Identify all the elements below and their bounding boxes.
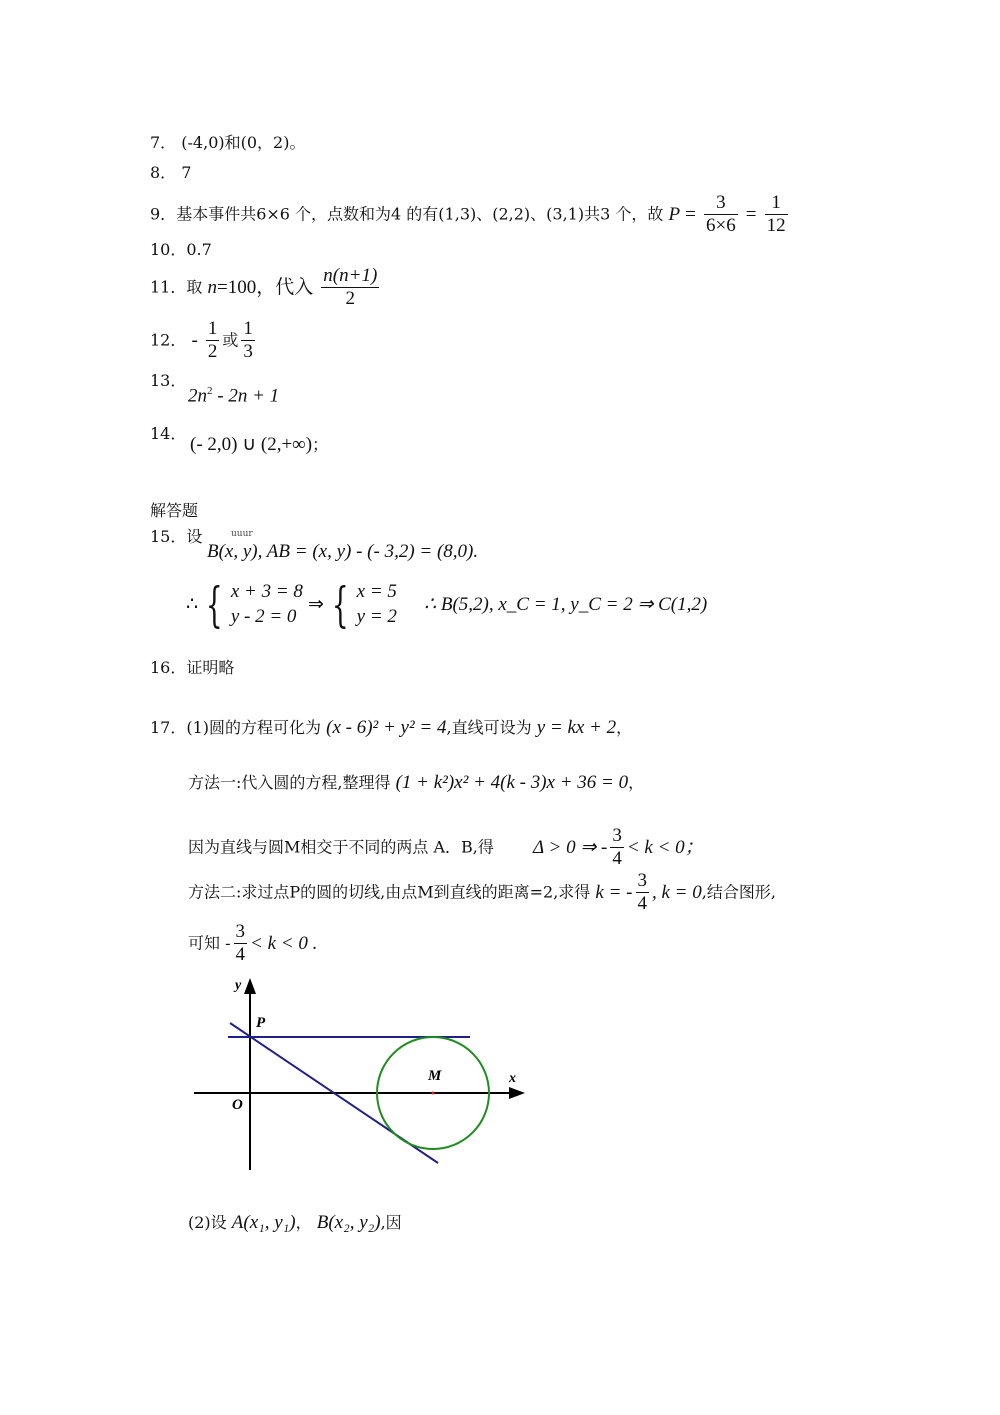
label-x: x	[509, 1071, 516, 1086]
item-number: 7．	[150, 133, 177, 152]
item-text: (2)设	[188, 1213, 227, 1232]
numerator: 1	[243, 318, 253, 339]
inequality: < k < 0 .	[250, 932, 318, 954]
expression: 2n	[188, 385, 207, 407]
answer-10	[150, 242, 212, 258]
equation: x + 3 = 8	[230, 581, 303, 602]
label-o: O	[232, 1097, 243, 1113]
numerator: 1	[207, 318, 218, 339]
line-equation: y = kx + 2	[536, 717, 617, 738]
denominator: 4	[637, 892, 647, 914]
numerator: 3	[235, 921, 245, 942]
item-number: 8．	[150, 163, 177, 182]
answer-9	[150, 192, 791, 237]
denominator: 4	[235, 943, 245, 965]
equation-system	[231, 580, 303, 629]
variable-n: n	[207, 276, 217, 298]
equals-sign: =	[685, 203, 696, 225]
fraction	[241, 318, 255, 363]
denominator: 4	[612, 847, 622, 869]
point-a: A(x₁, y₁)	[231, 1212, 296, 1233]
fraction	[765, 192, 788, 237]
numerator: 1	[765, 192, 788, 215]
item-number: 10．	[150, 240, 187, 259]
answer-11	[150, 265, 382, 310]
denominator: 2	[345, 287, 356, 309]
result: ∴ B(5,2), x_C = 1, y_C = 2 ⇒ C(1,2)	[424, 594, 708, 616]
fraction	[704, 192, 738, 237]
answer-text: (-4,0)和(0，2)。	[181, 133, 306, 152]
answer-text: 0.7	[186, 240, 212, 259]
inequality: < k < 0；	[626, 836, 704, 858]
center-point	[432, 1092, 435, 1095]
discriminant: Δ > 0 ⇒ -	[532, 836, 608, 858]
answer-text: =100，代入	[216, 276, 314, 298]
method-label: 方法一:代入圆的方程,整理得	[188, 773, 391, 792]
answer-7	[150, 135, 305, 151]
method-text: ,结合图形,	[701, 882, 776, 902]
x-axis-arrow	[509, 1087, 525, 1099]
fraction	[321, 265, 379, 310]
circle-equation: (x - 6)² + y² = 4	[326, 717, 447, 738]
variable-p: P	[668, 203, 681, 225]
minus-sign: -	[191, 329, 198, 351]
punctuation: ；	[312, 437, 329, 454]
equation: y - 2 = 0	[230, 605, 297, 627]
method-text: 方法二:求过点P的圆的切线,由点M到直线的距离=2,求得	[188, 882, 591, 902]
y-axis-arrow	[244, 978, 256, 994]
label-m: M	[428, 1068, 442, 1084]
denominator: 12	[766, 214, 786, 236]
denominator: 2	[207, 340, 218, 362]
expression: - 2n + 1	[212, 385, 280, 407]
numerator: 3	[704, 192, 738, 215]
method-2-conclusion	[188, 921, 317, 966]
answer-13-expr	[188, 386, 279, 405]
denominator: 3	[243, 340, 253, 362]
implies-symbol: ⇒	[308, 594, 324, 616]
fraction	[234, 921, 248, 966]
item-text: 17．(1)圆的方程可化为	[150, 718, 322, 737]
point-b: B(x₂, y₂)	[316, 1212, 381, 1233]
answer-text: 基本事件共6×6 个，点数和为4 的有(1,3)、(2,2)、(3,1)共3 个，故	[176, 204, 664, 224]
vector-arrow-mark: uuur	[231, 529, 253, 539]
answer-text: 取	[186, 277, 203, 297]
equals-sign: =	[745, 203, 757, 225]
answer-13-number	[150, 373, 186, 389]
denominator: 6×6	[705, 214, 736, 236]
answer-12	[150, 318, 258, 363]
label-p: P	[256, 1015, 266, 1031]
item-text: ,因	[380, 1213, 402, 1232]
fraction	[206, 318, 220, 363]
fraction	[636, 870, 650, 915]
quadratic-equation: (1 + k²)x² + 4(k - 3)x + 36 = 0	[395, 772, 629, 793]
item-text: ,直线可设为	[446, 718, 532, 737]
conclusion-text: 可知 -	[188, 933, 231, 953]
answer-15-line1: B(x, y), AB = (x, y) - (- 3,2) = (8,0).	[207, 541, 479, 562]
k-value: , k = 0	[652, 881, 702, 903]
equation-system	[357, 580, 397, 629]
equation: y = 2	[356, 605, 397, 627]
numerator: n(n+1)	[323, 265, 378, 286]
exponent: 2	[207, 385, 213, 397]
circle-tangent-figure	[180, 970, 540, 1180]
answer-text: 7	[181, 163, 192, 182]
method-2	[188, 870, 776, 915]
answer-15-system	[186, 576, 708, 633]
fraction	[610, 825, 624, 870]
section-title: 解答题	[150, 501, 199, 520]
item-number: 9．	[150, 204, 177, 224]
item-number: 13．	[150, 371, 187, 390]
answer-14-expr	[190, 435, 328, 454]
item-number: 11．	[150, 277, 187, 297]
therefore-symbol: ∴	[186, 594, 199, 616]
punctuation: ，	[616, 718, 633, 737]
k-value: k = -	[595, 881, 633, 903]
answer-14-number	[150, 426, 186, 442]
answer-16: 16．证明略	[150, 658, 235, 677]
method-1-condition	[188, 825, 704, 870]
answer-15-number: 15．设	[150, 527, 203, 546]
left-brace: {	[331, 576, 349, 633]
equation: x = 5	[356, 581, 397, 602]
answer-8	[150, 165, 191, 181]
punctuation: ，	[628, 773, 645, 792]
expression: (- 2,0) ∪ (2,+∞)	[190, 434, 313, 455]
answer-17-part1	[150, 718, 632, 737]
answer-17-part2	[188, 1213, 402, 1232]
item-number: 12．	[150, 330, 187, 350]
answer-text: 或	[222, 330, 239, 350]
numerator: 3	[637, 870, 647, 891]
left-brace: {	[206, 576, 223, 633]
item-number: 14．	[150, 424, 187, 443]
punctuation: ，	[295, 1213, 312, 1232]
method-1	[188, 773, 644, 792]
condition-text: 因为直线与圆M相交于不同的两点 A．B,得	[188, 837, 494, 857]
numerator: 3	[612, 825, 622, 846]
label-y: y	[235, 978, 242, 993]
